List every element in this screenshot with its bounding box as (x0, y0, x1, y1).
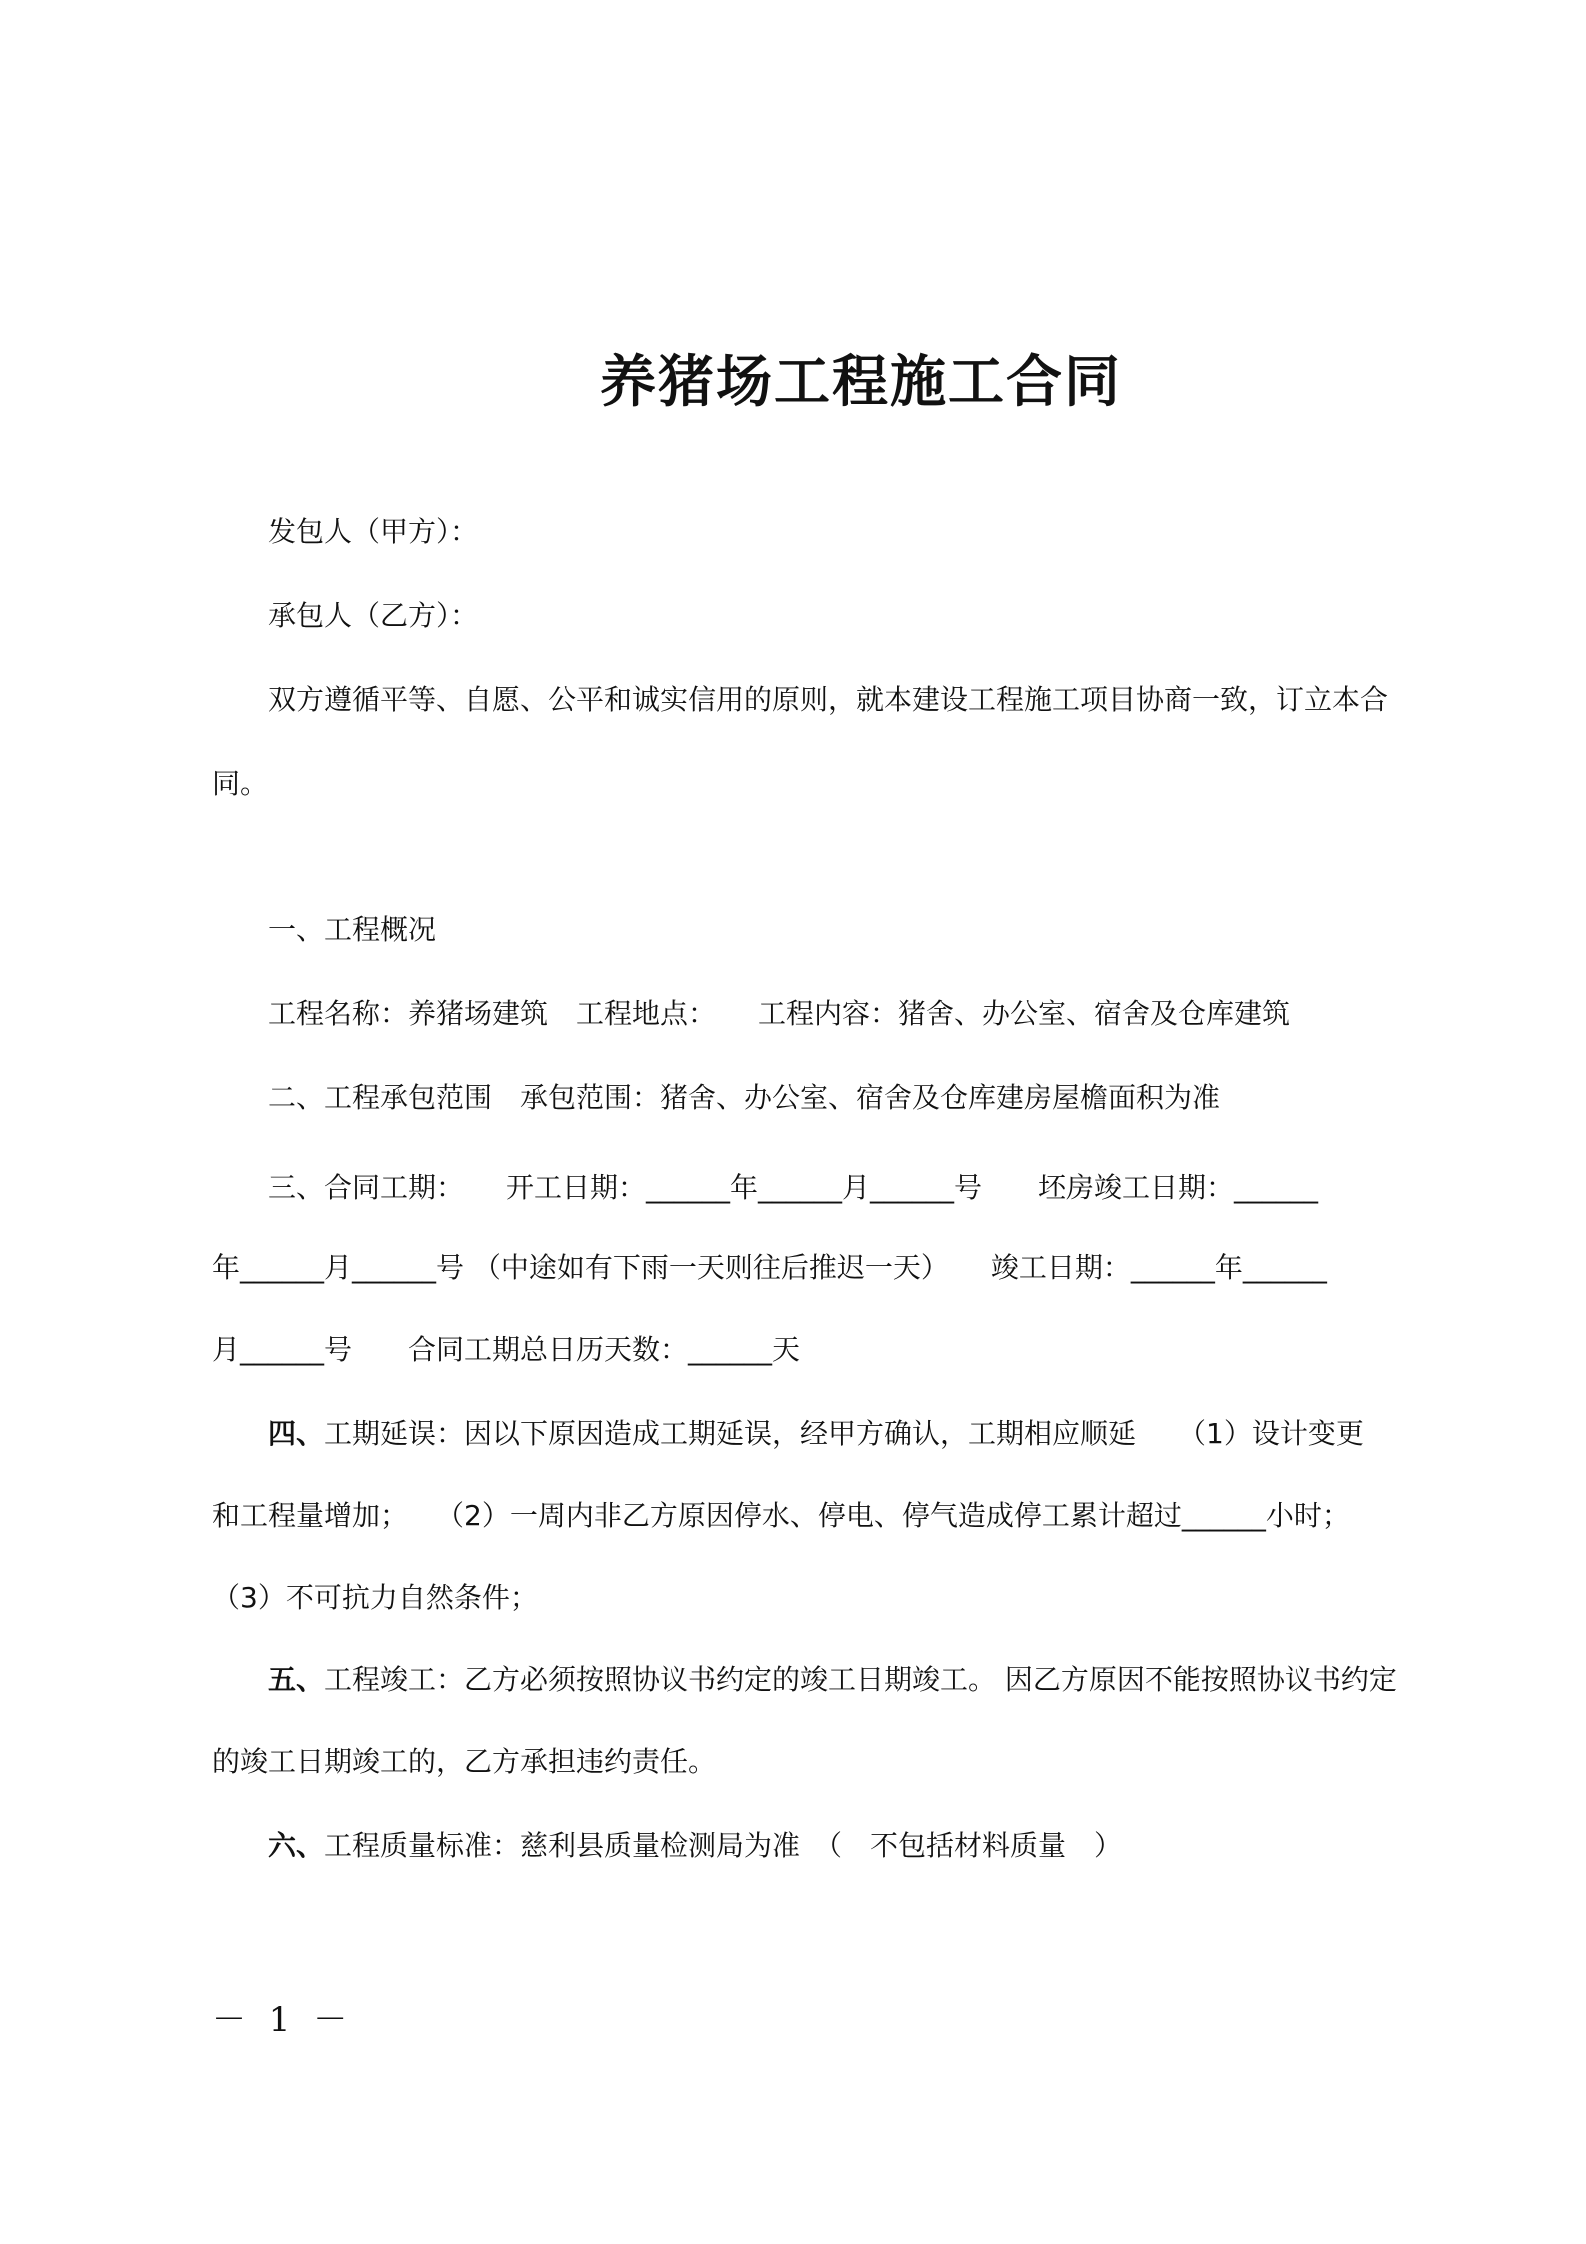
section-3-line-1: 三、合同工期： 开工日期：______年______月______号 坯房竣工日期：______ (268, 1171, 1319, 1204)
party-b-label: 承包人（乙方）： (268, 599, 479, 632)
section-5-line-1-text: 工程竣工：乙方必须按照协议书约定的竣工日期竣工。 因乙方原因不能按照协议书约定 (324, 1663, 1397, 1696)
party-a-label: 发包人（甲方）： (268, 515, 479, 548)
section-4-line-2: 和工程量增加； （2）一周内非乙方原因停水、停电、停气造成停工累计超过______小时； (212, 1499, 1350, 1532)
section-5-line-2: 的竣工日期竣工的，乙方承担违约责任。 (212, 1745, 717, 1778)
section-4-line-3: （3）不可抗力自然条件； (212, 1581, 538, 1614)
section-4-heading: 四、 (268, 1417, 325, 1450)
section-6-line-1-text: 工程质量标准：慈利县质量检测局为准 （ 不包括材料质量 ） (324, 1829, 1123, 1862)
section-4-line-1 (268, 1414, 1364, 1454)
section-6-line-1 (268, 1826, 1122, 1866)
section-3-line-3: 月______号 合同工期总日历天数：______天 (212, 1333, 801, 1366)
document-title: 养猪场工程施工合同 (600, 350, 1122, 415)
preamble-line-2: 同。 (212, 767, 269, 800)
section-2: 二、工程承包范围 承包范围：猪舍、办公室、宿舍及仓库建房屋檐面积为准 (268, 1081, 1221, 1114)
section-6-heading: 六、 (268, 1829, 325, 1862)
section-1-heading: 一、工程概况 (268, 913, 437, 946)
section-5-heading: 五、 (268, 1663, 325, 1696)
section-1-detail: 工程名称：养猪场建筑 工程地点： 工程内容：猪舍、办公室、宿舍及仓库建筑 (268, 997, 1291, 1030)
section-3-line-2: 年______月______号 （中途如有下雨一天则往后推迟一天） 竣工日期：______年______ (212, 1251, 1327, 1284)
preamble-line-1: 双方遵循平等、自愿、公平和诚实信用的原则，就本建设工程施工项目协商一致，订立本合 (268, 683, 1389, 716)
page-number: － 1 － (212, 2000, 354, 2040)
section-5-line-1 (268, 1660, 1397, 1700)
section-4-line-1-text: 工期延误：因以下原因造成工期延误，经甲方确认，工期相应顺延 （1）设计变更 (324, 1417, 1364, 1450)
